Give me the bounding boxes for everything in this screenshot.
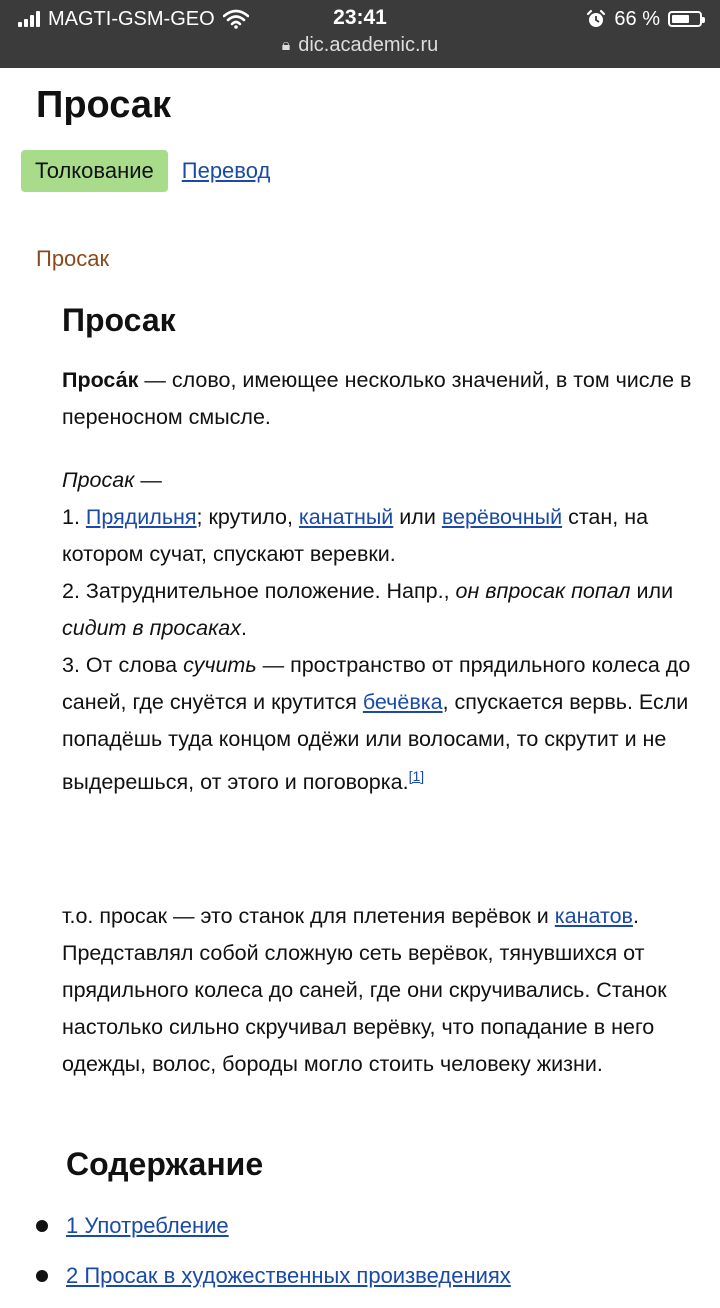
def1-prefix: 1. <box>62 505 86 529</box>
def2-text-b: или <box>630 579 674 603</box>
battery-fill <box>672 15 689 23</box>
def2-italic-a: он впросак попал <box>455 579 631 603</box>
def3-text-a: 3. От слова <box>62 653 184 677</box>
status-right <box>586 6 702 32</box>
page-title: Просак <box>36 84 171 126</box>
def1-text-b: или <box>393 505 442 529</box>
battery-icon <box>668 11 702 27</box>
toc-list <box>36 1208 511 1308</box>
def2-text-a: 2. Затруднительное положение. Напр., <box>62 579 456 603</box>
carrier-name: MAGTI-GSM-GEO <box>48 7 215 30</box>
intro-term: Проса́к <box>62 368 139 392</box>
def1-text-a: ; крутило, <box>196 505 299 529</box>
link-bechevka[interactable]: бечёвка <box>362 690 443 714</box>
lock-icon: 🔒︎ <box>281 37 291 54</box>
source-label: Просак <box>36 246 110 271</box>
summary-paragraph <box>62 898 710 1083</box>
definitions-dash: — <box>134 468 162 492</box>
def2-italic-b: сидит в просаках <box>62 616 241 640</box>
status-time: 23:41 <box>333 6 387 29</box>
alarm-icon <box>586 9 606 29</box>
url-text: dic.academic.ru <box>298 34 439 56</box>
address-bar[interactable] <box>0 34 720 57</box>
def3-text-b: — пространство от прядильного колеса до саней, где снуётся и крутится <box>62 653 691 714</box>
dictionary-tabs <box>21 150 270 192</box>
def3-text-c: , спускается вервь. Если попадёшь туда концом одёжи или волосами, то скрутит и не выдерешься, от этого и поговорка. <box>62 690 689 795</box>
def1-text-c: стан, на котором сучат, спускают веревки. <box>62 505 649 566</box>
link-pryadilnya[interactable]: Прядильня <box>85 505 197 529</box>
tab-translation[interactable]: Перевод <box>181 158 271 183</box>
toc-heading: Содержание <box>66 1146 264 1182</box>
intro-text: — слово, имеющее несколько значений, в том числе в переносном смысле. <box>62 368 692 429</box>
def2-text-c: . <box>240 616 247 640</box>
def3-italic: сучить <box>183 653 257 677</box>
link-kanatny[interactable]: канатный <box>298 505 394 529</box>
toc-item <box>36 1258 511 1308</box>
definitions-block <box>62 462 710 801</box>
link-verevochny[interactable]: верёвочный <box>441 505 563 529</box>
tab-interpretation[interactable]: Толкование <box>21 150 168 192</box>
summary-text-a: т.о. просак — это станок для плетения верёвок и <box>62 904 555 928</box>
toc-link-usage[interactable]: 1 Употребление <box>66 1213 229 1238</box>
intro-paragraph <box>62 362 710 436</box>
toc-link-literature[interactable]: 2 Просак в художественных произведениях <box>66 1263 511 1288</box>
link-kanatov[interactable]: канатов <box>554 904 633 928</box>
toc-item <box>36 1208 511 1258</box>
definitions-head: Просак <box>62 468 135 492</box>
battery-percent: 66 % <box>614 7 660 30</box>
status-bar <box>0 0 720 68</box>
article-heading: Просак <box>62 302 176 338</box>
footnote-ref-1[interactable]: [1] <box>408 768 425 784</box>
summary-text-b: . Представлял собой сложную сеть верёвок, тянувшихся от прядильного колеса до саней, где они скручивались. Станок настолько сильно скручивал верёвку, что попадание в него одежды, волос, бороды могло стоить человеку жизни. <box>62 904 667 1076</box>
